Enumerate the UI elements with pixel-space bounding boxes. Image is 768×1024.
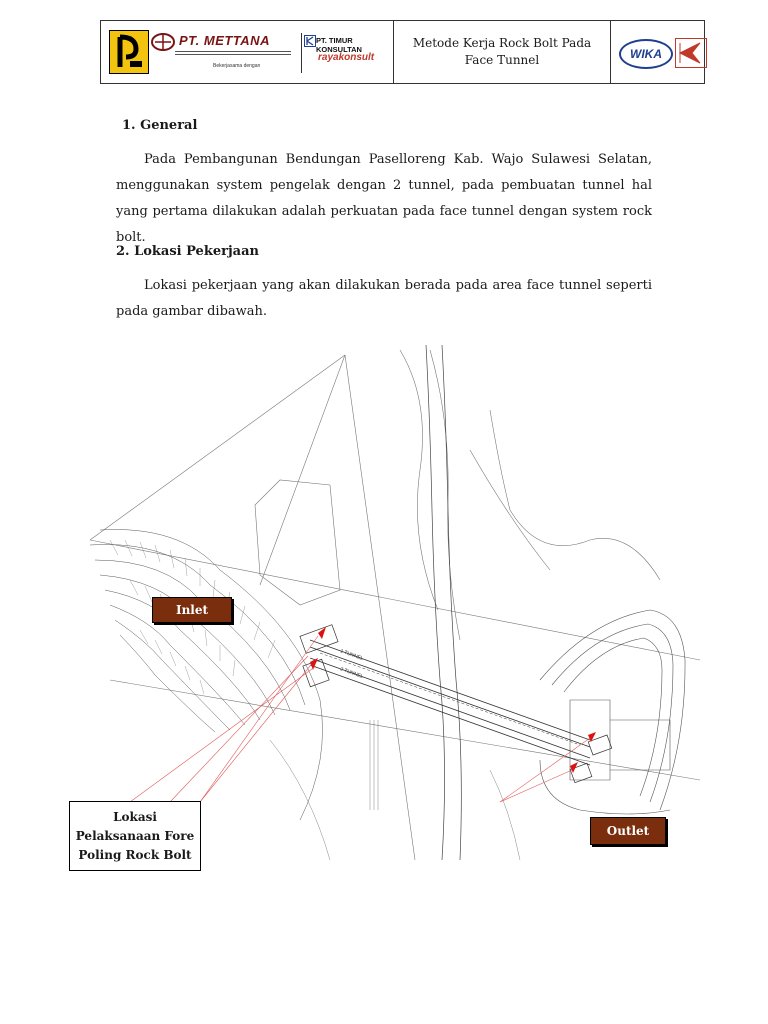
outlet-label: Outlet [590,817,666,845]
location-callout-line-3: Poling Rock Bolt [78,847,192,862]
rayakonsult-name: rayakonsult [318,52,375,63]
timur-emblem-icon [304,35,316,47]
mettana-name: PT. METTANA [179,33,270,48]
wika-logo [611,21,704,83]
tunnel-1-label: 1 TUNNEL [339,648,365,663]
wika-mark: WIKA [619,39,673,69]
timur-logo [301,33,388,73]
document-header [100,20,705,84]
section-location-paragraph: Lokasi pekerjaan yang akan dilakukan berada pada area face tunnel seperti pada gambar dibawah. [116,278,652,319]
pu-logo [109,30,149,74]
section-general-paragraph: Pada Pembangunan Bendungan Paselloreng Kab. Wajo Sulawesi Selatan, menggunakan system pengelak dengan 2 tunnel, pada pembuatan tunnel hal yang pertama dilakukan adalah perkuatan pada face tunnel dengan system rock bolt. [116,152,652,245]
mettana-address-rule [175,51,291,55]
mettana-emblem-icon [151,33,175,51]
section-location-heading: 2. Lokasi Pekerjaan [116,244,259,259]
section-general-heading: 1. General [122,118,198,133]
pu-logo-icon [110,31,148,73]
inlet-label: Inlet [152,597,232,623]
document-title: Metode Kerja Rock Bolt Pada Face Tunnel [394,21,611,83]
location-callout [69,801,201,871]
header-logos [101,21,394,83]
timur-name: PT. TIMUR KONSULTAN [316,36,362,54]
location-callout-line-2: Pelaksanaan Fore [75,828,195,843]
mettana-logo [151,33,291,73]
location-callout-line-1: Lokasi [113,809,157,824]
tunnel-2-label: 2 TUNNEL [339,666,365,681]
mettana-subtitle: Bekerjasama dengan [213,63,261,69]
wika-k-icon [675,38,707,68]
